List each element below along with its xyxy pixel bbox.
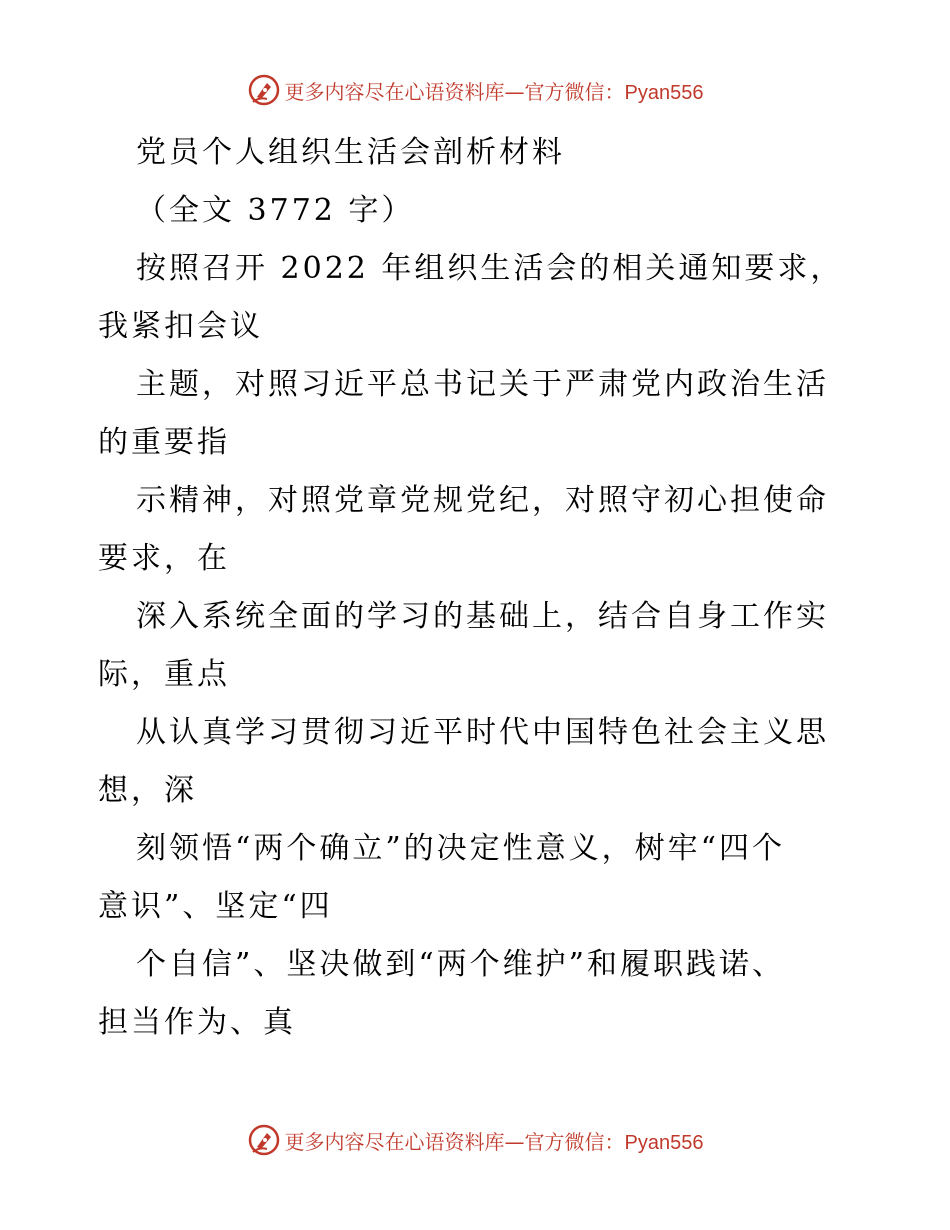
banner-brand: 更多内容尽在心语资料库 [284,1129,505,1154]
banner-text [285,1126,704,1155]
document-title: 党员个人组织生活会剖析材料 [136,135,565,170]
document-body [98,124,858,1052]
document-line: 从认真学习贯彻习近平时代中国特色社会主义思 [136,715,829,750]
document-line: 想，深 [98,773,197,808]
document-line: 按照召开 2022 年组织生活会的相关通知要求， [136,251,844,286]
document-line: 个自信”、坚决做到“两个维护”和履职践诺、 [136,947,786,982]
document-line: 我紧扣会议 [98,309,263,344]
document-line: （全文 3772 字） [136,193,415,228]
banner-text [285,76,704,105]
banner-separator: — [504,1129,525,1154]
header-banner [0,70,950,110]
banner-separator: — [504,79,525,104]
footer-banner [0,1120,950,1160]
document-line: 刻领悟“两个确立”的决定性意义，树牢“四个 [136,831,786,866]
document-line: 示精神，对照党章党规党纪，对照守初心担使命 [136,483,829,518]
document-line: 意识”、坚定“四 [98,889,333,924]
pen-nib-logo-icon [247,73,281,107]
document-line: 主题，对照习近平总书记关于严肃党内政治生活 [136,367,829,402]
banner-contact: 官方微信：Pyan556 [524,1131,704,1154]
document-line: 要求，在 [98,541,230,576]
document-line: 的重要指 [98,425,230,460]
banner-contact: 官方微信：Pyan556 [524,81,704,104]
document-line: 深入系统全面的学习的基础上，结合自身工作实 [136,599,829,634]
document-line: 担当作为、真 [98,1005,296,1040]
document-line: 际，重点 [98,657,230,692]
banner-brand: 更多内容尽在心语资料库 [284,79,505,104]
pen-nib-logo-icon [247,1123,281,1157]
